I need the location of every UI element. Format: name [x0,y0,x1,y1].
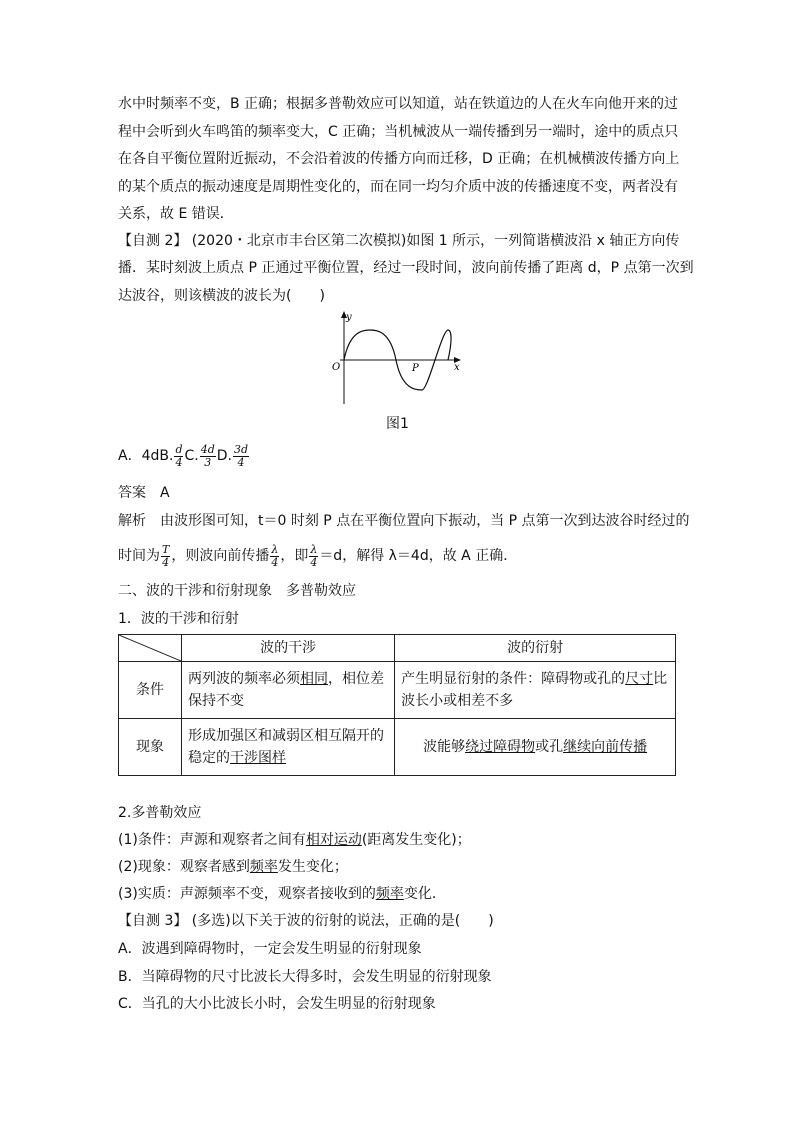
q2-options [118,442,250,470]
doppler-item-2 [118,857,348,877]
q2-analysis-line-1: 解析 由波形图可知，t＝0 时刻 P 点在平衡位置向下振动，当 P 点第一次到达波谷时经过的 [118,513,690,529]
cell-text: 波长小或相差不多 [401,693,514,709]
q3-option-a: A．波遇到障碍物时，一定会发生明显的衍射现象 [118,941,422,957]
table-header-interference: 波的干涉 [182,635,395,662]
para-line-1: 水中时频率不变，B 正确；根据多普勒效应可以知道，站在铁道边的人在火车向他开来的过 [118,96,679,112]
cell-text: ，相位差 [328,671,384,687]
y-axis-label: y [346,312,352,323]
item-text: 变化． [403,886,446,902]
item-text: (1)条件：声源和观察者之间有 [118,832,306,848]
q2-stem-line-2: 播．某时刻波上质点 P 正通过平衡位置，经过一段时间，波向前传播了距离 d，P 点第一次到 [118,260,694,276]
cell-text: 或孔 [535,739,564,755]
cell-diffraction-phenomenon [395,719,676,776]
wave-graph [318,308,468,408]
option-d-numerator: 3d [234,442,249,456]
para-line-2: 程中会听到火车鸣笛的频率变大，C 正确；当机械波从一端传播到另一端时，途中的质点只 [118,124,679,140]
analysis-fraction-lambda-2 [309,544,318,569]
x-axis-label: x [454,362,460,373]
analysis-text-4: ＝d，解得 λ＝4d，故 A 正确． [319,548,518,564]
table-header-diffraction: 波的衍射 [395,635,676,662]
cell-text: 波能够 [423,739,466,755]
table-row [119,719,676,776]
option-c-prefix: C. [184,448,199,464]
option-d-fraction [233,444,249,469]
underlined-term: 相同 [300,671,328,687]
underlined-term: 干涉图样 [230,750,286,766]
analysis-text-3: ，即 [280,548,309,564]
row-label-phenomenon: 现象 [119,719,182,776]
para-line-3: 在各自平衡位置附近振动，不会沿着波的传播方向而迁移，D 正确；在机械横波传播方向上 [118,151,680,167]
cell-interference-condition [182,662,395,719]
fraction-lambda-1-numerator: λ [271,542,279,556]
option-b-numerator: d [175,442,183,456]
row-label-condition: 条件 [119,662,182,719]
q2-answer: 答案 A [118,485,170,501]
analysis-text-2: ，则波向前传播 [171,548,270,564]
q3-option-c: C．当孔的大小比波长小时，会发生明显的衍射现象 [118,996,436,1012]
figure-caption: 图1 [386,416,409,432]
interference-diffraction-table [118,634,676,776]
table-row [119,662,676,719]
item-text: 发生变化； [277,859,348,875]
cell-text: 稳定的 [188,750,230,766]
fraction-lambda-2-numerator: λ [310,542,318,556]
doppler-item-3 [118,884,446,904]
section-heading: 二、波的干涉和衍射现象 多普勒效应 [118,583,356,599]
option-d-denominator: 4 [237,455,245,469]
q2-stem-line-3: 达波谷，则该横波的波长为( ) [118,288,325,304]
cell-text: 两列波的频率必须 [188,671,300,687]
doppler-item-1 [118,830,471,850]
option-b-denominator: 4 [175,455,183,469]
cell-diffraction-condition [395,662,676,719]
option-c-fraction [200,444,216,469]
para-line-5: 关系，故 E 错误． [118,206,234,222]
wave-figure [318,308,468,412]
cell-text: 保持不变 [188,693,244,709]
q2-analysis-line-2 [118,542,517,570]
table-corner-cell [119,635,182,662]
origin-label: O [332,362,341,373]
underlined-term: 继续向前传播 [563,739,648,755]
underlined-term: 绕过障碍物 [465,739,536,755]
q3-stem: 【自测 3】 (多选)以下关于波的衍射的说法，正确的是( ) [118,913,494,929]
item-text: (2)现象：观察者感到 [118,859,250,875]
q2-stem-line-1: 【自测 2】 (2020・北京市丰台区第二次模拟)如图 1 所示，一列简谐横波沿 x 轴正方向传 [118,233,680,249]
analysis-text-1: 时间为 [118,548,160,564]
cell-text: 比 [653,671,668,687]
fraction-t-numerator: T [162,542,170,556]
para-line-4: 的某个质点的振动速度是周期性变化的，而在同一均匀介质中波的传播速度不变，两者没有 [118,179,678,195]
cell-text: 形成加强区和减弱区相互隔开的 [188,728,384,744]
underlined-term: 尺寸 [625,671,654,687]
fraction-lambda-2-denominator: 4 [310,555,318,569]
fraction-lambda-1-denominator: 4 [271,555,279,569]
item-text: (距离发生变化)； [361,832,471,848]
cell-text: 产生明显衍射的条件：障碍物或孔的 [401,671,626,687]
option-c-numerator: 4d [200,442,215,456]
option-b-prefix: B. [159,448,174,464]
item-text: (3)实质：声源频率不变，观察者接收到的 [118,886,376,902]
analysis-fraction-lambda-1 [270,544,279,569]
subsection-1-title: 1．波的干涉和衍射 [118,611,239,627]
option-d-prefix: D. [216,448,232,464]
option-a: A．4d [118,448,160,464]
underlined-term: 频率 [375,886,404,902]
underlined-term: 相对运动 [305,832,362,848]
diagonal-line [119,635,181,661]
cell-interference-phenomenon [182,719,395,776]
fraction-t-denominator: 4 [162,555,170,569]
table-header-row [119,635,676,662]
analysis-fraction-t [161,544,170,569]
option-b-fraction [174,444,183,469]
subsection-2-title: 2.多普勒效应 [118,805,202,821]
option-c-denominator: 3 [204,455,212,469]
q3-option-b: B．当障碍物的尺寸比波长大得多时，会发生明显的衍射现象 [118,969,492,985]
underlined-term: 频率 [249,859,278,875]
point-p-label: P [412,363,419,374]
